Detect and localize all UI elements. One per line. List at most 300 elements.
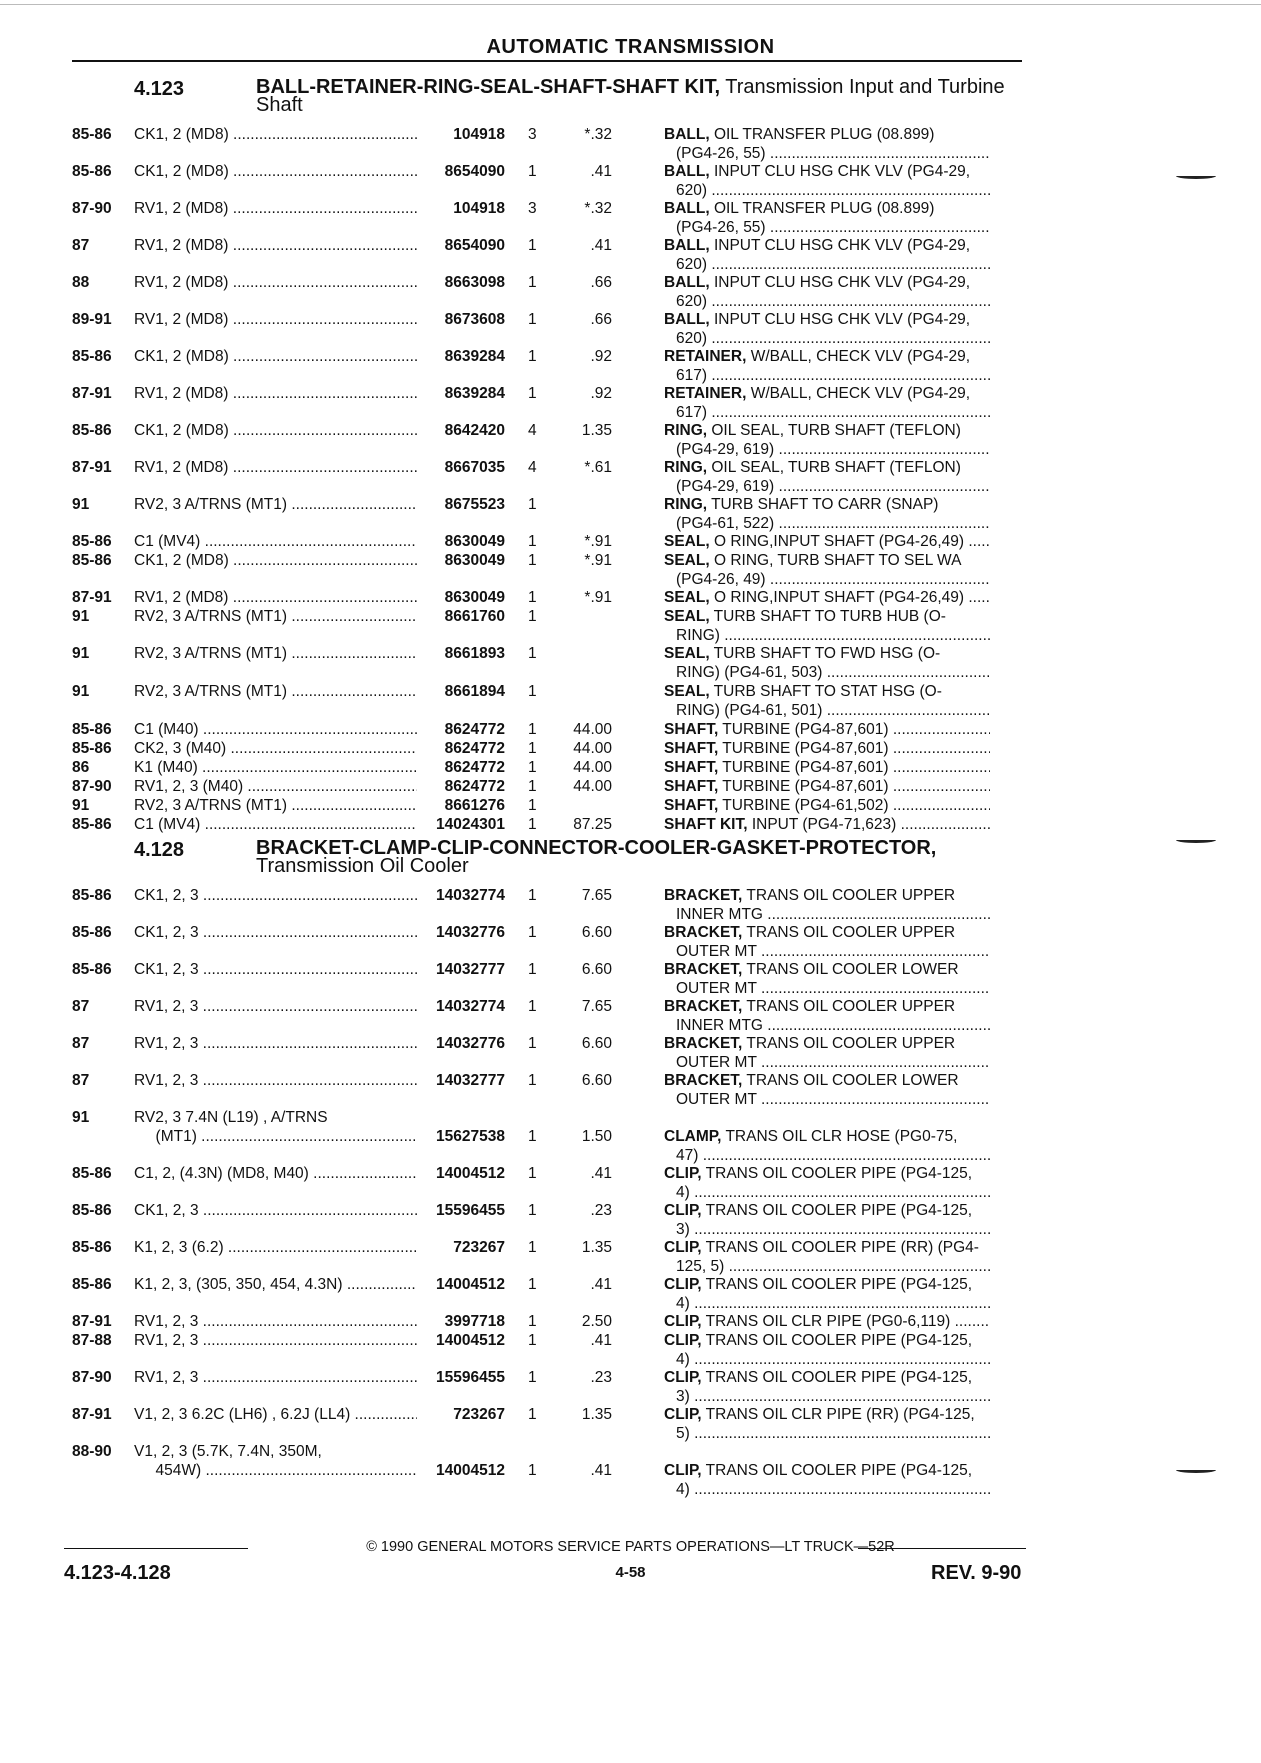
part-number: 14004512 — [436, 1332, 505, 1349]
group-number: 4.128 — [134, 839, 185, 861]
description-line — [664, 998, 990, 1017]
part-detail-cont: 620) — [676, 329, 708, 347]
leader-dots — [763, 906, 990, 923]
part-number: 8642420 — [444, 422, 505, 439]
part-detail: TURBINE (PG4-87,601) — [718, 759, 889, 776]
part-detail-cont: 4) — [676, 1350, 690, 1368]
part-detail: O RING,INPUT SHAFT (PG4-26,49) — [709, 589, 965, 606]
part-name: RING, — [664, 422, 708, 439]
description — [664, 961, 990, 998]
application-text: RV1, 2 (MD8) — [134, 459, 229, 476]
quantity: 1 — [528, 816, 537, 833]
part-name: BRACKET, — [664, 961, 743, 978]
description — [664, 200, 990, 237]
description — [664, 1406, 990, 1443]
leader-dots — [198, 759, 417, 776]
part-number: 8661893 — [444, 645, 505, 662]
part-detail-cont: (PG4-61, 522) — [676, 514, 775, 532]
price: .66 — [590, 274, 612, 291]
leader-dots — [774, 478, 990, 495]
part-detail: TRANS OIL COOLER PIPE (RR) (PG4- — [701, 1239, 979, 1256]
part-detail: INPUT (PG4-71,623) — [747, 816, 897, 833]
part-row — [72, 998, 1032, 1035]
application-text: RV1, 2, 3 — [134, 998, 199, 1015]
part-row — [72, 1462, 1032, 1499]
quantity: 1 — [528, 924, 537, 941]
model-years: 87-91 — [72, 1406, 112, 1423]
leader-dots — [228, 459, 417, 476]
application — [134, 422, 417, 441]
quantity: 1 — [528, 1462, 537, 1479]
part-detail-cont: OUTER MT — [676, 1090, 757, 1108]
model-years: 85-86 — [72, 126, 112, 143]
description — [664, 1202, 990, 1239]
price: *.91 — [584, 533, 612, 550]
leader-dots — [896, 816, 990, 833]
part-row — [72, 552, 1032, 589]
description — [664, 1313, 990, 1332]
quantity: 1 — [528, 998, 537, 1015]
part-row — [72, 961, 1032, 998]
leader-dots — [690, 1481, 990, 1498]
application-text: 454W) — [134, 1462, 202, 1479]
price: 7.65 — [581, 887, 612, 904]
leader-dots — [198, 1369, 417, 1386]
application — [134, 1369, 417, 1388]
description — [664, 740, 990, 759]
application — [134, 1462, 417, 1481]
leader-dots — [707, 256, 990, 273]
description-line-2 — [664, 478, 990, 497]
description — [664, 721, 990, 740]
application-text: V1, 2, 3 (5.7K, 7.4N, 350M, — [134, 1443, 322, 1460]
part-detail-cont: (PG4-26, 55) — [676, 218, 766, 236]
application — [134, 348, 417, 367]
application-text: CK1, 2, 3 — [134, 1202, 199, 1219]
description-line-2 — [664, 980, 990, 999]
quantity: 1 — [528, 311, 537, 328]
part-row — [72, 422, 1032, 459]
part-detail-cont: RING) — [676, 626, 720, 644]
description-line-2 — [664, 1221, 990, 1240]
description-line — [664, 552, 990, 571]
description-line-2 — [664, 571, 990, 590]
description-line — [664, 778, 990, 797]
description — [664, 163, 990, 200]
part-row — [72, 589, 1032, 608]
part-name: CLIP, — [664, 1332, 702, 1349]
model-years: 85-86 — [72, 422, 112, 439]
description — [664, 645, 990, 682]
application — [134, 1072, 417, 1091]
part-detail: TRANS OIL COOLER PIPE (PG4-125, — [701, 1369, 973, 1386]
part-name: SHAFT, — [664, 778, 719, 795]
description-line-2 — [664, 515, 990, 534]
group-title-rest: Transmission Oil Cooler — [256, 855, 469, 877]
group-number: 4.123 — [134, 78, 185, 100]
price: *.91 — [584, 589, 612, 606]
quantity: 1 — [528, 533, 537, 550]
price: 6.60 — [581, 924, 612, 941]
application — [134, 1035, 417, 1054]
description — [664, 759, 990, 778]
section-title: AUTOMATIC TRANSMISSION — [486, 36, 775, 58]
description-line-2 — [664, 702, 990, 721]
part-name: BALL, — [664, 126, 710, 143]
price: 1.35 — [581, 422, 612, 439]
description-line-2 — [664, 330, 990, 349]
part-row — [72, 126, 1032, 163]
application-text: RV1, 2, 3 — [134, 1332, 199, 1349]
quantity: 1 — [528, 887, 537, 904]
description-line — [664, 1128, 990, 1147]
description-line — [664, 683, 990, 702]
part-name: CLIP, — [664, 1202, 702, 1219]
part-detail: TRANS OIL COOLER PIPE (PG4-125, — [701, 1202, 973, 1219]
part-detail: INPUT CLU HSG CHK VLV (PG4-29, — [709, 311, 971, 328]
description — [664, 237, 990, 274]
quantity: 1 — [528, 1406, 537, 1423]
model-years: 85-86 — [72, 348, 112, 365]
leader-dots — [766, 145, 990, 162]
part-row — [72, 163, 1032, 200]
application — [134, 126, 417, 145]
model-years: 87-90 — [72, 778, 112, 795]
part-detail: TRANS OIL CLR PIPE (RR) (PG4-125, — [701, 1406, 975, 1423]
leader-dots — [198, 1072, 417, 1089]
part-detail-cont: OUTER MT — [676, 979, 757, 997]
part-name: BALL, — [664, 237, 710, 254]
application — [134, 1406, 417, 1425]
quantity: 1 — [528, 778, 537, 795]
part-row — [72, 759, 1032, 778]
model-years: 91 — [72, 496, 90, 513]
part-detail: TRANS OIL COOLER PIPE (PG4-125, — [701, 1462, 973, 1479]
leader-dots — [690, 1295, 990, 1312]
price: .23 — [590, 1369, 612, 1386]
part-detail: TRANS OIL COOLER PIPE (PG4-125, — [701, 1276, 973, 1293]
part-name: BALL, — [664, 274, 710, 291]
part-name: RETAINER, — [664, 385, 747, 402]
part-name: RING, — [664, 496, 708, 513]
leader-dots — [889, 778, 990, 795]
model-years: 87-91 — [72, 385, 112, 402]
part-detail-cont: 617) — [676, 366, 708, 384]
application-text: RV2, 3 A/TRNS (MT1) — [134, 645, 288, 662]
price: .92 — [590, 385, 612, 402]
part-row — [72, 683, 1032, 721]
part-detail-cont: 620) — [676, 181, 708, 199]
application-text: CK1, 2, 3 — [134, 924, 199, 941]
description-line — [664, 608, 990, 627]
description-line — [664, 589, 990, 608]
part-row — [72, 459, 1032, 496]
footer-section-range: 4.123-4.128 — [64, 1562, 171, 1584]
description-line — [664, 126, 990, 145]
application — [134, 961, 417, 980]
description-line — [664, 274, 990, 293]
part-detail-cont: 4) — [676, 1183, 690, 1201]
leader-dots — [690, 1184, 990, 1201]
binder-mark — [1176, 170, 1216, 179]
application-text: K1, 2, 3 (6.2) — [134, 1239, 224, 1256]
description-line — [664, 1072, 990, 1091]
leader-dots — [201, 1462, 417, 1479]
quantity: 1 — [528, 274, 537, 291]
part-row — [72, 740, 1032, 759]
application — [134, 589, 417, 608]
model-years: 87-90 — [72, 1369, 112, 1386]
quantity: 1 — [528, 589, 537, 606]
price: 6.60 — [581, 1035, 612, 1052]
part-row — [72, 311, 1032, 348]
leader-dots — [774, 441, 990, 458]
leader-dots — [199, 961, 417, 978]
part-number: 15596455 — [436, 1369, 505, 1386]
quantity: 1 — [528, 1313, 537, 1330]
leader-dots — [287, 496, 417, 513]
part-row — [72, 1109, 1032, 1128]
quantity: 1 — [528, 608, 537, 625]
description-line-2 — [664, 1258, 990, 1277]
part-row — [72, 237, 1032, 274]
part-detail: INPUT CLU HSG CHK VLV (PG4-29, — [709, 274, 971, 291]
part-detail: INPUT CLU HSG CHK VLV (PG4-29, — [709, 237, 971, 254]
description — [664, 608, 990, 645]
application-text: RV2, 3 7.4N (L19) , A/TRNS — [134, 1109, 328, 1126]
quantity: 1 — [528, 1369, 537, 1386]
part-name: SEAL, — [664, 533, 710, 550]
leader-dots — [707, 330, 990, 347]
application-text: RV1, 2 (MD8) — [134, 385, 229, 402]
price: *.32 — [584, 126, 612, 143]
part-name: SHAFT, — [664, 740, 719, 757]
application-text: C1 (M40) — [134, 721, 199, 738]
application-text: V1, 2, 3 6.2C (LH6) , 6.2J (LL4) — [134, 1406, 351, 1423]
part-number: 14032776 — [436, 924, 505, 941]
application-text: RV1, 2, 3 (M40) — [134, 778, 244, 795]
description-line — [664, 1462, 990, 1481]
application — [134, 1276, 417, 1295]
description — [664, 533, 990, 552]
part-name: BRACKET, — [664, 924, 743, 941]
description — [664, 816, 990, 835]
part-number: 14004512 — [436, 1165, 505, 1182]
description-line-2 — [664, 293, 990, 312]
model-years: 87-88 — [72, 1332, 112, 1349]
application-text: RV1, 2, 3 — [134, 1072, 199, 1089]
leader-dots — [720, 627, 990, 644]
quantity: 1 — [528, 496, 537, 513]
price: .41 — [590, 1462, 612, 1479]
price: .66 — [590, 311, 612, 328]
leader-dots — [200, 816, 417, 833]
part-name: SHAFT, — [664, 759, 719, 776]
description-line — [664, 1369, 990, 1388]
part-row — [72, 721, 1032, 740]
description-line-2 — [664, 906, 990, 925]
price: .41 — [590, 1276, 612, 1293]
leader-dots — [757, 980, 990, 997]
application-text: RV1, 2 (MD8) — [134, 200, 229, 217]
application-text: RV1, 2 (MD8) — [134, 589, 229, 606]
part-name: CLAMP, — [664, 1128, 722, 1145]
price: *.32 — [584, 200, 612, 217]
description-line — [664, 961, 990, 980]
part-detail: TRANS OIL CLR PIPE (PG0-6,119) — [701, 1313, 951, 1330]
part-name: BRACKET, — [664, 1035, 743, 1052]
part-detail-cont: RING) (PG4-61, 503) — [676, 663, 823, 681]
part-detail-cont: OUTER MT — [676, 1053, 757, 1071]
model-years: 87 — [72, 1072, 90, 1089]
quantity: 1 — [528, 1128, 537, 1145]
part-row — [72, 1369, 1032, 1406]
description-line — [664, 200, 990, 219]
part-row — [72, 1406, 1032, 1443]
application-text: RV1, 2 (MD8) — [134, 237, 229, 254]
part-row — [72, 1165, 1032, 1202]
quantity: 1 — [528, 1035, 537, 1052]
model-years: 85-86 — [72, 163, 112, 180]
part-number: 8654090 — [444, 237, 505, 254]
application — [134, 1239, 417, 1258]
model-years: 91 — [72, 645, 90, 662]
model-years: 91 — [72, 683, 90, 700]
part-name: RETAINER, — [664, 348, 747, 365]
part-row — [72, 348, 1032, 385]
part-name: RING, — [664, 459, 708, 476]
part-row — [72, 887, 1032, 924]
application-text: CK1, 2 (MD8) — [134, 163, 229, 180]
description-line — [664, 163, 990, 182]
leader-dots — [198, 1332, 417, 1349]
description-line-2 — [664, 1388, 990, 1407]
application-text: RV1, 2, 3 — [134, 1369, 199, 1386]
application-text: RV1, 2 (MD8) — [134, 274, 229, 291]
group-title-bold: BALL-RETAINER-RING-SEAL-SHAFT-SHAFT KIT, — [256, 76, 721, 98]
model-years: 86 — [72, 759, 90, 776]
part-detail: OIL TRANSFER PLUG (08.899) — [709, 126, 935, 143]
part-number: 15627538 — [436, 1128, 505, 1145]
footer-revision: REV. 9-90 — [931, 1562, 1022, 1584]
part-detail-cont: (PG4-26, 55) — [676, 144, 766, 162]
application-text: (MT1) — [134, 1128, 197, 1145]
leader-dots — [229, 126, 417, 143]
description-line-2 — [664, 367, 990, 386]
description-line — [664, 1165, 990, 1184]
part-name: BALL, — [664, 163, 710, 180]
model-years: 87-91 — [72, 1313, 112, 1330]
part-row — [72, 1239, 1032, 1276]
leader-dots — [889, 740, 990, 757]
description-line-2 — [664, 1147, 990, 1166]
description-line — [664, 721, 990, 740]
application — [134, 1109, 417, 1128]
application — [134, 459, 417, 478]
part-detail-cont: OUTER MT — [676, 942, 757, 960]
description-line — [664, 348, 990, 367]
description — [664, 1276, 990, 1313]
price: 1.35 — [581, 1239, 612, 1256]
part-number: 14032776 — [436, 1035, 505, 1052]
part-number: 104918 — [453, 126, 505, 143]
price: 2.50 — [581, 1313, 612, 1330]
part-number: 14004512 — [436, 1462, 505, 1479]
description — [664, 552, 990, 589]
description-line-2 — [664, 627, 990, 646]
part-number: 8673608 — [444, 311, 505, 328]
application — [134, 1202, 417, 1221]
application — [134, 311, 417, 330]
part-row — [72, 496, 1032, 533]
part-detail-cont: (PG4-29, 619) — [676, 477, 775, 495]
quantity: 1 — [528, 385, 537, 402]
leader-dots — [707, 367, 990, 384]
part-row — [72, 533, 1032, 552]
application-text: RV1, 2 (MD8) — [134, 311, 229, 328]
part-detail: TRANS OIL COOLER UPPER — [742, 998, 956, 1015]
group-title — [256, 78, 1056, 114]
part-number: 8624772 — [444, 778, 505, 795]
part-number: 104918 — [453, 200, 505, 217]
leader-dots — [763, 1017, 990, 1034]
leader-dots — [228, 589, 417, 606]
leader-dots — [287, 683, 417, 700]
application-text: K1 (M40) — [134, 759, 198, 776]
quantity: 1 — [528, 1072, 537, 1089]
part-detail: TRANS OIL COOLER UPPER — [742, 887, 956, 904]
quantity: 1 — [528, 721, 537, 738]
part-row — [72, 1313, 1032, 1332]
application — [134, 608, 417, 627]
part-row — [72, 1072, 1032, 1109]
description-line-2 — [664, 219, 990, 238]
price: .92 — [590, 348, 612, 365]
price: 44.00 — [573, 740, 612, 757]
quantity: 1 — [528, 237, 537, 254]
quantity: 1 — [528, 1239, 537, 1256]
part-detail: TURB SHAFT TO STAT HSG (O- — [709, 683, 942, 700]
part-name: SEAL, — [664, 645, 710, 662]
application-text: CK1, 2, 3 — [134, 887, 199, 904]
description-line — [664, 1276, 990, 1295]
leader-dots — [228, 385, 417, 402]
description-line — [664, 422, 990, 441]
leader-dots — [757, 943, 990, 960]
application — [134, 1128, 417, 1147]
application-text: C1 (MV4) — [134, 533, 201, 550]
leader-dots — [199, 1202, 417, 1219]
application — [134, 274, 417, 293]
part-row — [72, 274, 1032, 311]
application-text: RV2, 3 A/TRNS (MT1) — [134, 608, 288, 625]
leader-dots — [757, 1091, 990, 1108]
price: 44.00 — [573, 721, 612, 738]
application — [134, 778, 417, 797]
price: *.61 — [584, 459, 612, 476]
part-detail-cont: 4) — [676, 1294, 690, 1312]
description — [664, 1165, 990, 1202]
leader-dots — [766, 219, 990, 236]
application — [134, 1332, 417, 1351]
part-row — [72, 924, 1032, 961]
binder-mark — [1176, 834, 1216, 843]
application — [134, 552, 417, 571]
part-number: 8624772 — [444, 740, 505, 757]
part-detail: O RING, TURB SHAFT TO SEL WA — [709, 552, 962, 569]
part-name: CLIP, — [664, 1369, 702, 1386]
description-line — [664, 759, 990, 778]
